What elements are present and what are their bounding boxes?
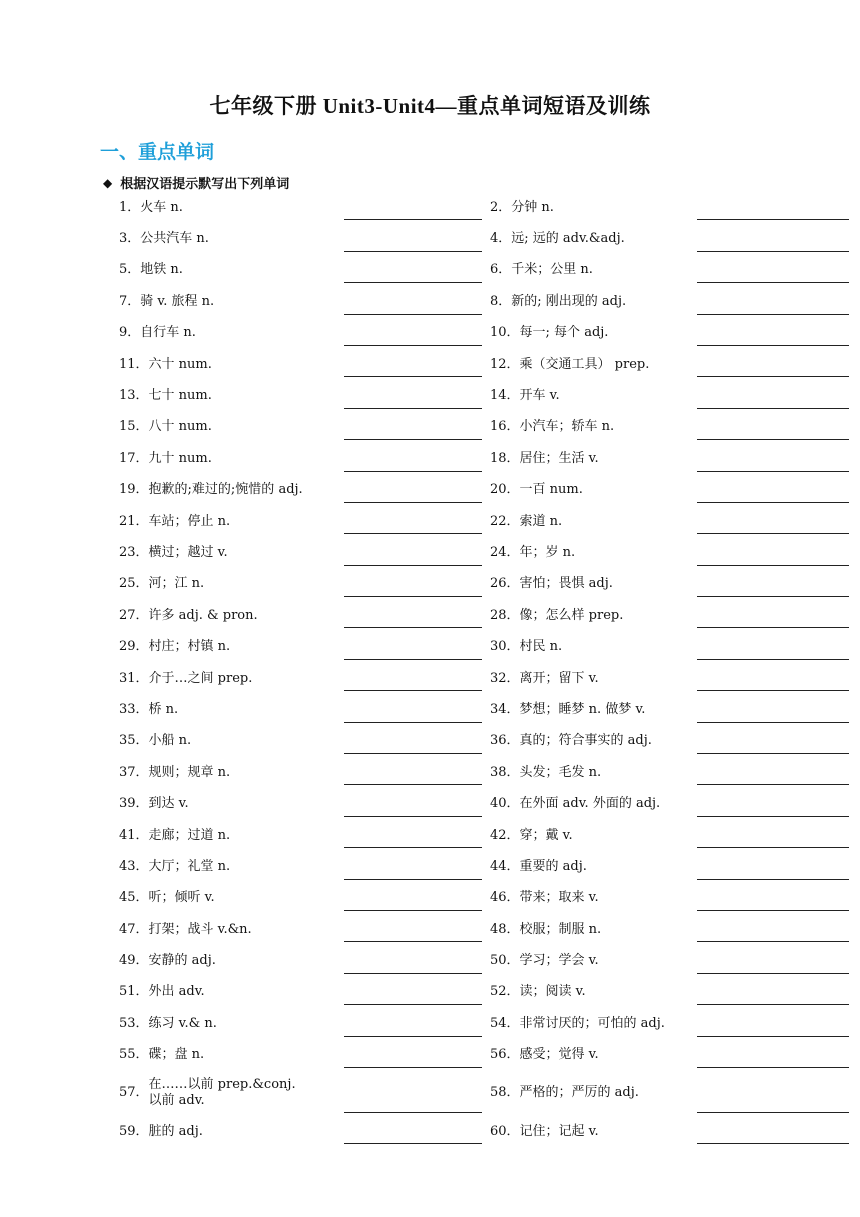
item-hint: 记住；记起 v. xyxy=(519,1123,599,1139)
item-number: 19． xyxy=(119,482,149,498)
item-number: 4． xyxy=(490,231,512,247)
item-number: 34． xyxy=(490,701,520,717)
page-title: 七年级下册 Unit3-Unit4—重点单词短语及训练 xyxy=(209,94,651,118)
vocab-item xyxy=(119,475,343,506)
item-number: 47． xyxy=(119,921,149,937)
vocab-row xyxy=(0,914,860,945)
item-hint: 离开；留下 v. xyxy=(519,670,599,686)
item-number: 25． xyxy=(119,576,149,592)
item-hint: 介于…之间 prep. xyxy=(148,670,253,686)
vocab-item xyxy=(490,883,695,914)
item-hint: 千米；公里 n. xyxy=(511,262,593,278)
item-number: 49． xyxy=(119,953,149,969)
vocab-item xyxy=(490,977,695,1008)
item-number: 24． xyxy=(490,544,520,560)
answer-blank[interactable] xyxy=(697,973,849,974)
item-number: 8． xyxy=(490,293,512,309)
item-number: 10． xyxy=(490,325,520,341)
item-number: 22． xyxy=(490,513,520,529)
item-number: 32． xyxy=(490,670,520,686)
vocab-row xyxy=(0,1071,860,1116)
answer-blank[interactable] xyxy=(344,722,482,723)
vocab-item xyxy=(119,1116,343,1147)
vocab-item xyxy=(119,883,343,914)
vocab-row xyxy=(0,977,860,1008)
item-number: 12． xyxy=(490,356,520,372)
item-hint: 在外面 adv. 外面的 adj. xyxy=(519,796,661,812)
vocab-row xyxy=(0,945,860,976)
item-hint: 许多 adj. & pron. xyxy=(148,607,258,623)
answer-blank[interactable] xyxy=(344,941,482,942)
vocab-item xyxy=(490,380,695,411)
item-hint: 重要的 adj. xyxy=(519,858,587,874)
vocab-item xyxy=(119,600,343,631)
item-number: 43． xyxy=(119,858,149,874)
item-number: 20． xyxy=(490,482,520,498)
item-hint: 安静的 adj. xyxy=(148,953,216,969)
item-hint: 真的；符合事实的 adj. xyxy=(519,733,652,749)
answer-blank[interactable] xyxy=(697,596,849,597)
answer-blank[interactable] xyxy=(697,879,849,880)
item-number: 36． xyxy=(490,733,520,749)
vocab-item xyxy=(490,1008,695,1039)
instruction xyxy=(103,173,289,192)
item-hint: 带来；取来 v. xyxy=(519,890,599,906)
item-number: 55． xyxy=(119,1047,149,1063)
vocab-item xyxy=(490,694,695,725)
answer-blank[interactable] xyxy=(697,1036,849,1037)
item-number: 60． xyxy=(490,1123,520,1139)
item-hint: 横过；越过 v. xyxy=(148,544,228,560)
vocab-row xyxy=(0,1008,860,1039)
vocab-item xyxy=(119,412,343,443)
vocab-item xyxy=(490,192,695,223)
item-hint: 穿；戴 v. xyxy=(519,827,573,843)
vocab-item xyxy=(490,318,695,349)
vocab-row xyxy=(0,851,860,882)
vocab-item xyxy=(490,349,695,380)
answer-blank[interactable] xyxy=(344,219,482,220)
vocab-item xyxy=(490,945,695,976)
vocabulary-grid xyxy=(0,192,860,1147)
answer-blank[interactable] xyxy=(697,910,849,911)
item-number: 9． xyxy=(119,325,141,341)
vocab-item xyxy=(490,569,695,600)
item-number: 28． xyxy=(490,607,520,623)
vocab-item xyxy=(490,443,695,474)
answer-blank[interactable] xyxy=(344,345,482,346)
answer-blank[interactable] xyxy=(344,376,482,377)
vocab-item xyxy=(490,788,695,819)
item-hint: 自行车 n. xyxy=(140,325,196,341)
item-hint: 居住；生活 v. xyxy=(519,450,599,466)
vocab-item xyxy=(119,1008,343,1039)
item-number: 23． xyxy=(119,544,149,560)
answer-blank[interactable] xyxy=(697,502,849,503)
answer-blank[interactable] xyxy=(344,879,482,880)
item-hint: 每一; 每个 adj. xyxy=(519,325,609,341)
item-hint: 非常讨厌的；可怕的 adj. xyxy=(519,1015,665,1031)
vocab-item xyxy=(490,663,695,694)
item-hint: 八十 num. xyxy=(148,419,212,435)
item-number: 14． xyxy=(490,388,520,404)
vocab-item xyxy=(490,1071,695,1116)
vocab-row xyxy=(0,318,860,349)
item-number: 16． xyxy=(490,419,520,435)
vocab-item xyxy=(490,506,695,537)
item-number: 37． xyxy=(119,764,149,780)
vocab-item xyxy=(490,223,695,254)
answer-blank[interactable] xyxy=(697,251,849,252)
item-number: 1． xyxy=(119,199,141,215)
vocab-row xyxy=(0,569,860,600)
vocab-row xyxy=(0,757,860,788)
item-hint: 梦想；睡梦 n. 做梦 v. xyxy=(519,701,646,717)
vocab-row xyxy=(0,475,860,506)
item-hint: 地铁 n. xyxy=(140,262,183,278)
answer-blank[interactable] xyxy=(697,314,849,315)
answer-blank[interactable] xyxy=(344,784,482,785)
vocab-item xyxy=(119,663,343,694)
item-hint: 年；岁 n. xyxy=(519,544,576,560)
vocab-item xyxy=(119,726,343,757)
item-number: 39． xyxy=(119,796,149,812)
item-number: 17． xyxy=(119,450,149,466)
item-hint: 村民 n. xyxy=(519,639,563,655)
vocab-item xyxy=(119,223,343,254)
vocab-item xyxy=(490,1040,695,1071)
vocab-item xyxy=(490,631,695,662)
vocab-item xyxy=(119,349,343,380)
item-hint: 打架；战斗 v.&n. xyxy=(148,921,252,937)
item-number: 18． xyxy=(490,450,520,466)
vocab-item xyxy=(119,537,343,568)
item-hint: 走廊；过道 n. xyxy=(148,827,231,843)
item-hint: 骑 v. 旅程 n. xyxy=(140,293,215,309)
item-number: 11． xyxy=(119,356,149,372)
answer-blank[interactable] xyxy=(697,565,849,566)
item-hint: 车站；停止 n. xyxy=(148,513,231,529)
vocab-item xyxy=(119,286,343,317)
item-number: 52． xyxy=(490,984,520,1000)
vocab-item xyxy=(119,694,343,725)
answer-blank[interactable] xyxy=(344,1067,482,1068)
vocab-row xyxy=(0,883,860,914)
item-hint: 读；阅读 v. xyxy=(519,984,586,1000)
item-number: 50． xyxy=(490,953,520,969)
item-number: 26． xyxy=(490,576,520,592)
item-hint: 火车 n. xyxy=(140,199,183,215)
item-number: 2． xyxy=(490,199,512,215)
answer-blank[interactable] xyxy=(344,282,482,283)
item-hint: 抱歉的;难过的;惋惜的 adj. xyxy=(148,482,303,498)
vocab-row xyxy=(0,223,860,254)
item-hint: 分钟 n. xyxy=(511,199,554,215)
item-number: 7． xyxy=(119,293,141,309)
vocab-item xyxy=(490,726,695,757)
vocab-item xyxy=(119,820,343,851)
item-hint: 严格的；严厉的 adj. xyxy=(519,1085,639,1101)
vocab-row xyxy=(0,631,860,662)
item-number: 58． xyxy=(490,1085,520,1101)
item-number: 35． xyxy=(119,733,149,749)
vocab-item xyxy=(119,192,343,223)
vocab-item xyxy=(490,851,695,882)
answer-blank[interactable] xyxy=(344,314,482,315)
answer-blank[interactable] xyxy=(344,753,482,754)
item-hint: 六十 num. xyxy=(148,356,212,372)
answer-blank[interactable] xyxy=(344,471,482,472)
section-title: 一、重点单词 xyxy=(100,141,215,163)
item-hint: 一百 num. xyxy=(519,482,583,498)
item-number: 59． xyxy=(119,1123,149,1139)
item-number: 3． xyxy=(119,231,141,247)
vocab-row xyxy=(0,788,860,819)
answer-blank[interactable] xyxy=(697,753,849,754)
item-hint: 到达 v. xyxy=(148,796,189,812)
item-hint: 头发；毛发 n. xyxy=(519,764,602,780)
answer-blank[interactable] xyxy=(697,659,849,660)
vocab-row xyxy=(0,286,860,317)
item-number: 38． xyxy=(490,764,520,780)
item-number: 51． xyxy=(119,984,149,1000)
vocab-item xyxy=(119,1071,343,1116)
answer-blank[interactable] xyxy=(697,345,849,346)
answer-blank[interactable] xyxy=(697,408,849,409)
answer-blank[interactable] xyxy=(344,627,482,628)
answer-blank[interactable] xyxy=(697,627,849,628)
answer-blank[interactable] xyxy=(697,376,849,377)
answer-blank[interactable] xyxy=(344,502,482,503)
vocab-row xyxy=(0,412,860,443)
item-hint: 规则；规章 n. xyxy=(148,764,231,780)
answer-blank[interactable] xyxy=(697,1112,849,1113)
item-hint: 小船 n. xyxy=(148,733,192,749)
answer-blank[interactable] xyxy=(697,847,849,848)
item-number: 54． xyxy=(490,1015,520,1031)
answer-blank[interactable] xyxy=(697,690,849,691)
item-hint: 校服；制服 n. xyxy=(519,921,602,937)
vocab-row xyxy=(0,600,860,631)
item-number: 30． xyxy=(490,639,520,655)
answer-blank[interactable] xyxy=(697,1004,849,1005)
item-number: 56． xyxy=(490,1047,520,1063)
answer-blank[interactable] xyxy=(697,1067,849,1068)
item-hint: 外出 adv. xyxy=(148,984,205,1000)
answer-blank[interactable] xyxy=(344,816,482,817)
item-number: 46． xyxy=(490,890,520,906)
answer-blank[interactable] xyxy=(697,941,849,942)
item-number: 42． xyxy=(490,827,520,843)
item-number: 48． xyxy=(490,921,520,937)
item-hint: 脏的 adj. xyxy=(148,1123,203,1139)
item-hint: 像；怎么样 prep. xyxy=(519,607,624,623)
item-number: 21． xyxy=(119,513,149,529)
vocab-row xyxy=(0,537,860,568)
answer-blank[interactable] xyxy=(344,1004,482,1005)
vocab-item xyxy=(119,1040,343,1071)
item-hint: 练习 v.& n. xyxy=(148,1015,217,1031)
answer-blank[interactable] xyxy=(697,784,849,785)
vocab-item xyxy=(490,1116,695,1147)
vocab-row xyxy=(0,506,860,537)
vocab-row xyxy=(0,1116,860,1147)
vocab-item xyxy=(119,631,343,662)
vocab-item xyxy=(490,537,695,568)
instruction-text: 根据汉语提示默写出下列单词 xyxy=(120,177,290,192)
vocab-item xyxy=(490,255,695,286)
answer-blank[interactable] xyxy=(697,1143,849,1144)
vocab-item xyxy=(490,914,695,945)
item-hint: 新的; 刚出现的 adj. xyxy=(511,293,627,309)
vocab-item xyxy=(119,255,343,286)
answer-blank[interactable] xyxy=(344,439,482,440)
vocab-row xyxy=(0,255,860,286)
answer-blank[interactable] xyxy=(697,439,849,440)
answer-blank[interactable] xyxy=(344,1143,482,1144)
vocab-row xyxy=(0,443,860,474)
item-number: 5． xyxy=(119,262,141,278)
item-number: 40． xyxy=(490,796,520,812)
vocab-item xyxy=(119,318,343,349)
item-hint: 在……以前 prep.&conj. 以前 adv. xyxy=(148,1077,296,1109)
vocab-row xyxy=(0,349,860,380)
vocab-row xyxy=(0,726,860,757)
item-number: 27． xyxy=(119,607,149,623)
answer-blank[interactable] xyxy=(344,1036,482,1037)
item-hint: 远; 远的 adv.&adj. xyxy=(511,231,625,247)
item-hint: 桥 n. xyxy=(148,701,179,717)
item-hint: 索道 n. xyxy=(519,513,563,529)
answer-blank[interactable] xyxy=(344,659,482,660)
answer-blank[interactable] xyxy=(344,565,482,566)
item-hint: 听；倾听 v. xyxy=(148,890,215,906)
vocab-item xyxy=(119,851,343,882)
vocab-item xyxy=(119,914,343,945)
item-hint: 感受；觉得 v. xyxy=(519,1047,599,1063)
vocab-row xyxy=(0,663,860,694)
vocab-row xyxy=(0,1040,860,1071)
item-hint: 害怕；畏惧 adj. xyxy=(519,576,613,592)
answer-blank[interactable] xyxy=(344,251,482,252)
vocab-item xyxy=(119,788,343,819)
vocab-row xyxy=(0,380,860,411)
vocab-item xyxy=(490,475,695,506)
diamond-bullet-icon: ◆ xyxy=(103,175,113,190)
vocab-row xyxy=(0,820,860,851)
item-hint: 公共汽车 n. xyxy=(140,231,209,247)
vocab-item xyxy=(119,506,343,537)
item-number: 41． xyxy=(119,827,149,843)
item-hint: 开车 v. xyxy=(519,388,560,404)
answer-blank[interactable] xyxy=(697,722,849,723)
answer-blank[interactable] xyxy=(697,282,849,283)
vocab-row xyxy=(0,192,860,223)
answer-blank[interactable] xyxy=(344,910,482,911)
item-hint: 大厅；礼堂 n. xyxy=(148,858,231,874)
vocab-item xyxy=(119,945,343,976)
vocab-item xyxy=(119,443,343,474)
vocab-item xyxy=(490,600,695,631)
answer-blank[interactable] xyxy=(344,408,482,409)
item-hint: 小汽车；轿车 n. xyxy=(519,419,615,435)
answer-blank[interactable] xyxy=(697,219,849,220)
vocab-item xyxy=(119,977,343,1008)
answer-blank[interactable] xyxy=(344,596,482,597)
vocab-item xyxy=(119,757,343,788)
answer-blank[interactable] xyxy=(697,816,849,817)
item-number: 57． xyxy=(119,1085,149,1101)
answer-blank[interactable] xyxy=(344,847,482,848)
item-number: 33． xyxy=(119,701,149,717)
vocab-row xyxy=(0,694,860,725)
answer-blank[interactable] xyxy=(344,973,482,974)
answer-blank[interactable] xyxy=(697,471,849,472)
item-hint: 河；江 n. xyxy=(148,576,205,592)
item-hint: 九十 num. xyxy=(148,450,212,466)
vocab-item xyxy=(490,286,695,317)
answer-blank[interactable] xyxy=(344,533,482,534)
vocab-item xyxy=(119,380,343,411)
item-hint: 村庄；村镇 n. xyxy=(148,639,231,655)
vocab-item xyxy=(490,757,695,788)
item-number: 29． xyxy=(119,639,149,655)
item-number: 15． xyxy=(119,419,149,435)
answer-blank[interactable] xyxy=(697,533,849,534)
item-number: 31． xyxy=(119,670,149,686)
answer-blank[interactable] xyxy=(344,1112,482,1113)
item-hint: 学习；学会 v. xyxy=(519,953,599,969)
answer-blank[interactable] xyxy=(344,690,482,691)
item-number: 13． xyxy=(119,388,149,404)
item-number: 44． xyxy=(490,858,520,874)
item-number: 53． xyxy=(119,1015,149,1031)
item-hint: 碟；盘 n. xyxy=(148,1047,205,1063)
vocab-item xyxy=(490,412,695,443)
item-hint: 乘（交通工具） prep. xyxy=(519,356,650,372)
item-number: 6． xyxy=(490,262,512,278)
vocab-item xyxy=(490,820,695,851)
vocab-item xyxy=(119,569,343,600)
item-hint: 七十 num. xyxy=(148,388,212,404)
item-number: 45． xyxy=(119,890,149,906)
